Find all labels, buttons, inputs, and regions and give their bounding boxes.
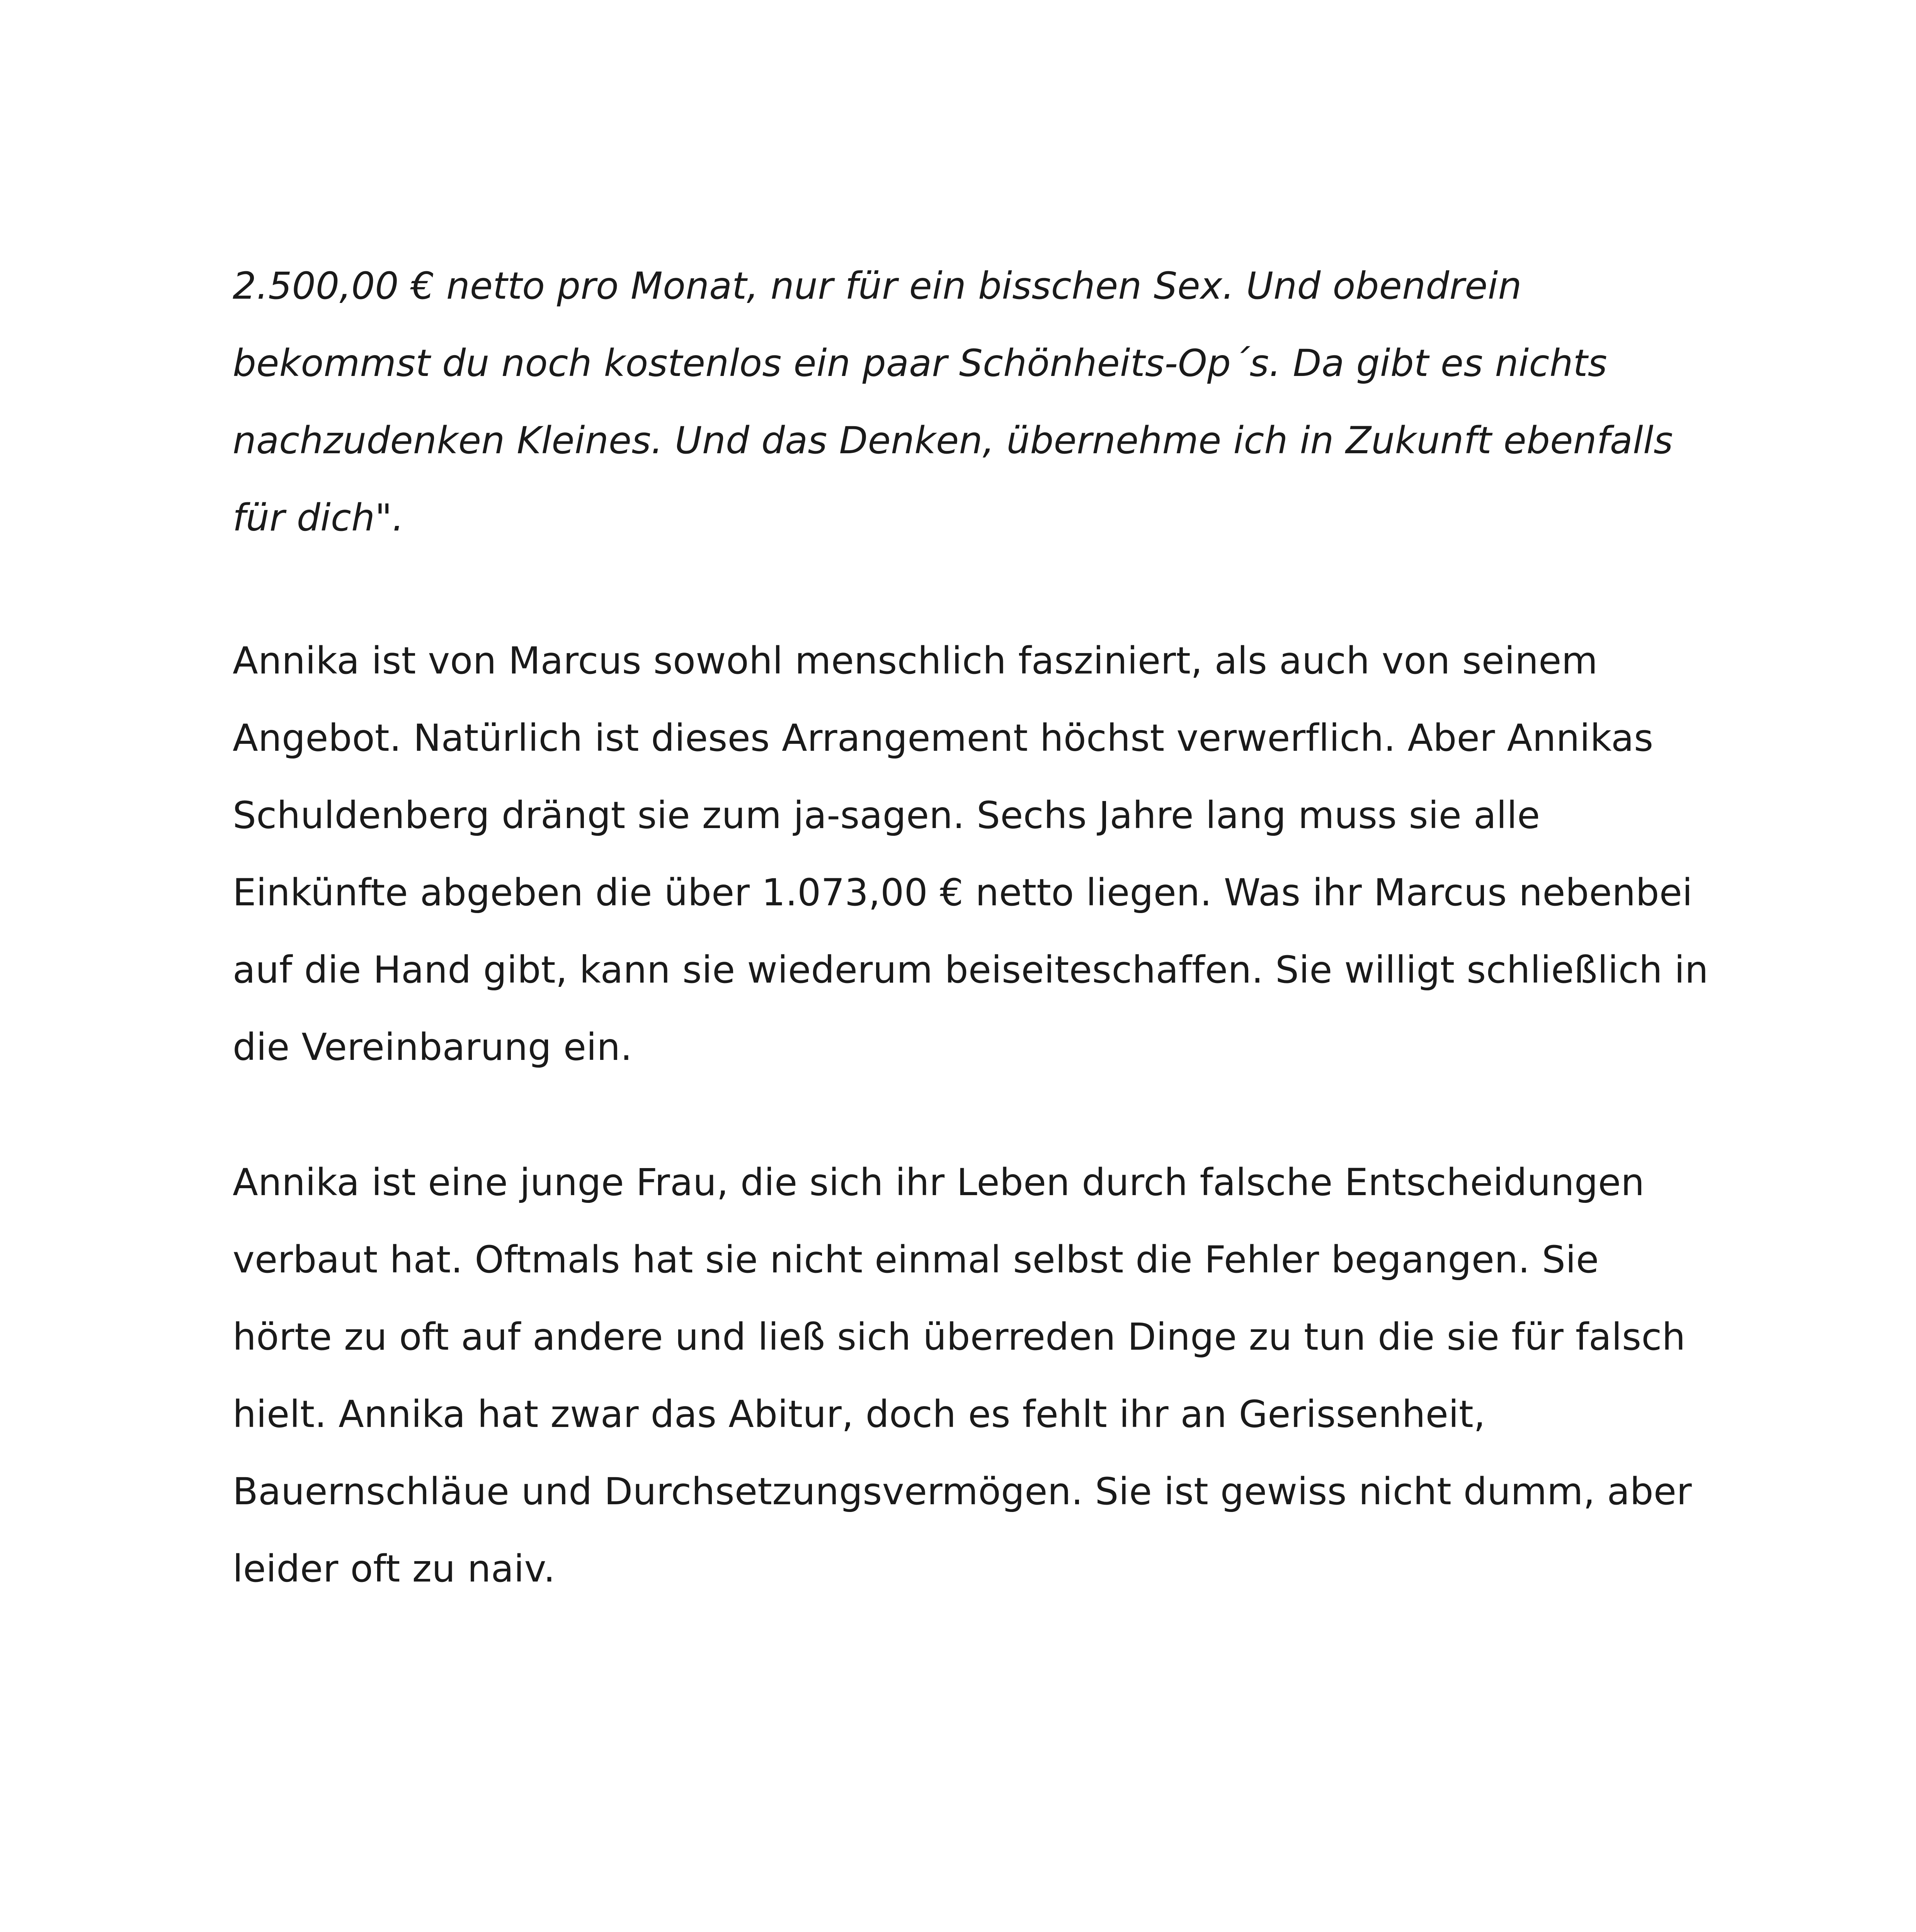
paragraph-arrangement (233, 622, 1709, 1086)
text-line: Schuldenberg drängt sie zum ja-sagen. Sechs Jahre lang muss sie alle (233, 794, 1540, 837)
text-line: auf die Hand gibt, kann sie wiederum beiseiteschaffen. Sie willigt schließlich in (233, 948, 1708, 992)
text-line: Annika ist eine junge Frau, die sich ihr Leben durch falsche Entscheidungen (233, 1161, 1645, 1204)
text-line: hielt. Annika hat zwar das Abitur, doch es fehlt ihr an Gerissenheit, (233, 1393, 1485, 1436)
text-line: Annika ist von Marcus sowohl menschlich fasziniert, als auch von seinem (233, 639, 1598, 682)
paragraph-character (233, 1144, 1709, 1607)
text-line: bekommst du noch kostenlos ein paar Schönheits-Op´s. Da gibt es nichts (233, 342, 1607, 385)
text-line: 2.500,00 € netto pro Monat, nur für ein bisschen Sex. Und obendrein (233, 264, 1522, 308)
text-line: die Vereinbarung ein. (233, 1026, 633, 1069)
text-line: Bauernschläue und Durchsetzungsvermögen. Sie ist gewiss nicht dumm, aber (233, 1470, 1692, 1513)
text-line: nachzudenken Kleines. Und das Denken, übernehme ich in Zukunft ebenfalls (233, 419, 1673, 462)
text-line: verbaut hat. Oftmals hat sie nicht einmal selbst die Fehler begangen. Sie (233, 1238, 1599, 1281)
text-line: Angebot. Natürlich ist dieses Arrangement höchst verwerflich. Aber Annikas (233, 716, 1654, 760)
text-line: für dich". (233, 496, 404, 539)
text-line: leider oft zu naiv. (233, 1547, 556, 1590)
text-line: hörte zu oft auf andere und ließ sich überreden Dinge zu tun die sie für falsch (233, 1315, 1686, 1359)
text-line: Einkünfte abgeben die über 1.073,00 € netto liegen. Was ihr Marcus nebenbei (233, 871, 1693, 914)
paragraph-dialogue (233, 247, 1709, 556)
